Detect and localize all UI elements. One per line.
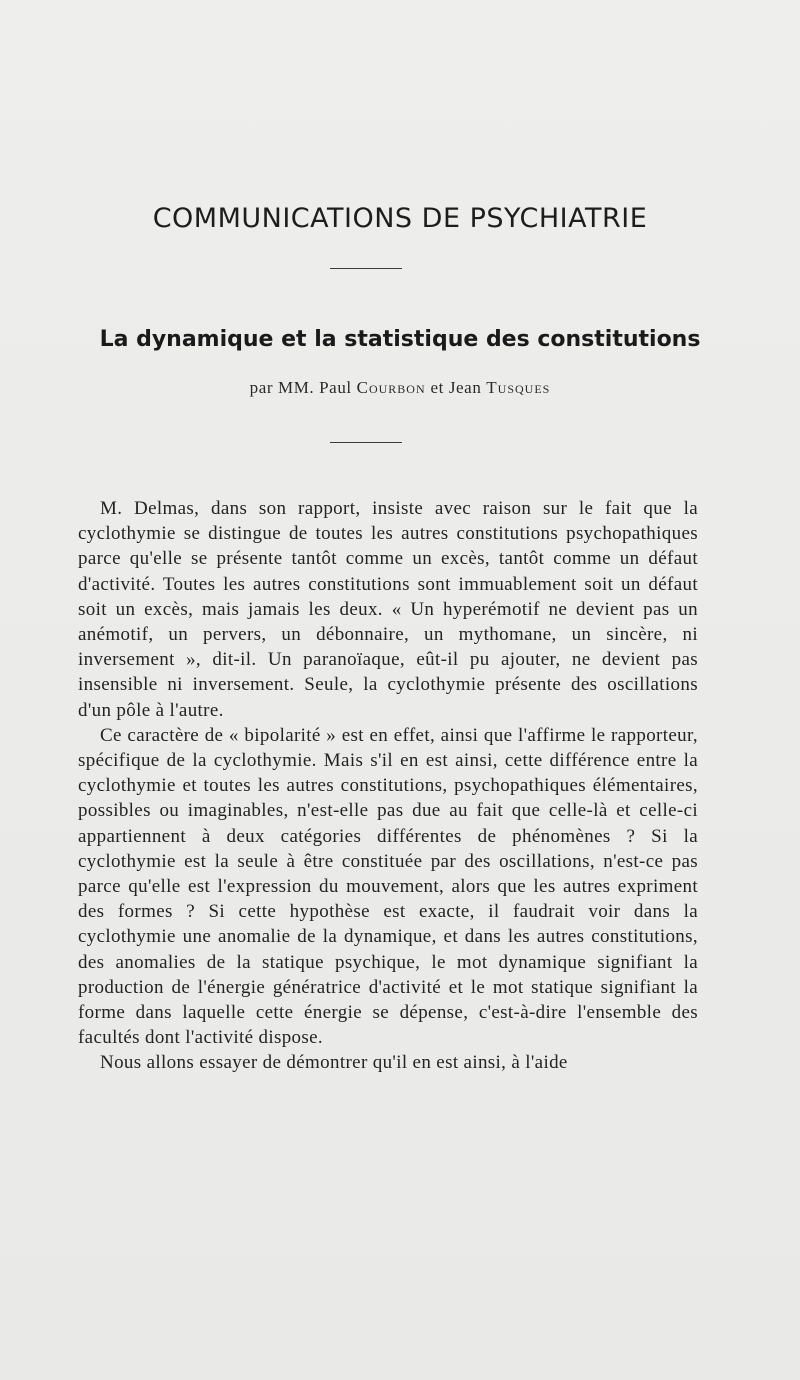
byline-divider [330,442,402,443]
article-title: La dynamique et la statistique des constitutions [99,327,701,352]
author2-surname: Tusques [486,378,551,397]
byline [0,378,800,398]
byline-middle: et Jean [430,378,482,397]
paragraph: Ce caractère de « bipolarité » est en effet, ainsi que l'affirme le rapporteur, spécifique de la cyclothymie. Mais s'il en est ainsi, cette différence entre la cyclothymie et toutes les autres constitutions, psychopathiques élémentaires, possibles ou imaginables, n'est-elle pas due au fait que celle-là et celle-ci appartiennent à deux catégories différentes de phénomènes ? Si la cyclothymie est la seule à être constituée par des oscillations, n'est-ce pas parce qu'elle est l'expression du mouvement, alors que les autres expriment des formes ? Si cette hypothèse est exacte, il faudrait voir dans la cyclothymie une anomalie de la dynamique, et dans les autres constitutions, des anomalies de la statique psychique, le mot dynamique signifiant la production de l'énergie génératrice d'activité et le mot statique signifiant la forme dans laquelle cette énergie se dépense, c'est-à-dire l'ensemble des facultés dont l'activité dispose. [78,724,698,1049]
article-body [78,496,698,1076]
paragraph: Nous allons essayer de démontrer qu'il en est ainsi, à l'aide [100,1052,568,1074]
author1-surname: Courbon [356,378,426,397]
paragraph: M. Delmas, dans son rapport, insiste avec raison sur le fait que la cyclothymie se distingue de toutes les autres constitutions psychopathiques parce qu'elle se présente tantôt comme un excès, tantôt comme un défaut d'activité. Toutes les autres constitutions sont immuablement soit un défaut soit un excès, mais jamais les deux. « Un hyperémotif ne devient pas un anémotif, un pervers, un débonnaire, un mythomane, un sincère, ni inversement », dit-il. Un paranoïaque, eût-il pu ajouter, ne devient pas insensible ni inversement. Seule, la cyclothymie présente des oscillations d'un pôle à l'autre. [78,498,698,721]
header-divider [330,268,402,269]
section-header: COMMUNICATIONS DE PSYCHIATRIE [152,203,648,234]
byline-prefix: par MM. Paul [249,378,352,397]
